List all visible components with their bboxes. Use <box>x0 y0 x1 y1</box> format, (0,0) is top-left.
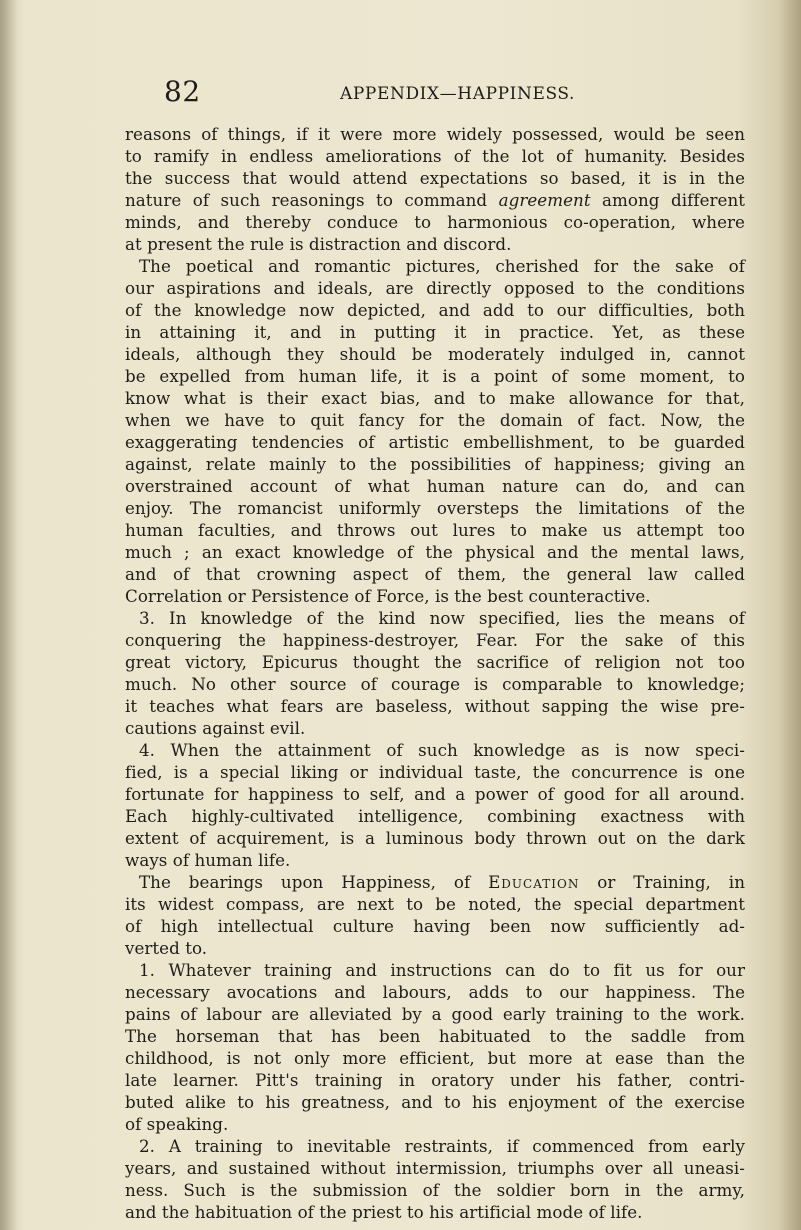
text-line: our aspirations and ideals, are directly opposed to the conditions <box>125 278 745 298</box>
text-line: The horseman that has been habituated to the saddle from <box>125 1026 745 1046</box>
text-line: fortunate for happiness to self, and a power of good for all around. <box>125 784 745 804</box>
text-line: when we have to quit fancy for the domain of fact. Now, the <box>125 410 745 430</box>
text-line: of high intellectual culture having been now sufficiently ad- <box>125 916 745 936</box>
text-line: Each highly-cultivated intelligence, combining exactness with <box>125 806 745 826</box>
page-edge <box>779 0 801 1230</box>
text-line: necessary avocations and labours, adds to our happiness. The <box>125 982 745 1002</box>
text-line: human faculties, and throws out lures to make us attempt too <box>125 520 745 540</box>
text-line: The bearings upon Happiness, of Education or Training, in <box>139 872 745 892</box>
text-line: know what is their exact bias, and to make allowance for that, <box>125 388 745 408</box>
text-line: great victory, Epicurus thought the sacrifice of religion not too <box>125 652 745 672</box>
text-line: 2. A training to inevitable restraints, if commenced from early <box>139 1136 745 1156</box>
text-line: 1. Whatever training and instructions can do to fit us for our <box>139 960 745 980</box>
text-line: be expelled from human life, it is a point of some moment, to <box>125 366 745 386</box>
text-line: to ramify in endless ameliorations of the lot of humanity. Besides <box>125 146 745 166</box>
text-line: it teaches what fears are baseless, without sapping the wise pre- <box>125 696 745 716</box>
text-line: verted to. <box>125 938 208 958</box>
text-line: against, relate mainly to the possibilities of happiness; giving an <box>125 454 745 474</box>
text-line: nature of such reasonings to command agreement among different <box>125 190 746 210</box>
text-line: its widest compass, are next to be noted, the special department <box>125 894 745 914</box>
text-line: in attaining it, and in putting it in practice. Yet, as these <box>125 322 745 342</box>
text-line: The poetical and romantic pictures, cherished for the sake of <box>139 256 745 276</box>
text-line: the success that would attend expectations so based, it is in the <box>125 168 745 188</box>
text-line: exaggerating tendencies of artistic embellishment, to be guarded <box>125 432 745 452</box>
page-number: 82 <box>164 75 201 108</box>
text-line: years, and sustained without intermission, triumphs over all uneasi- <box>125 1158 745 1178</box>
page-header <box>0 74 801 110</box>
text-line: at present the rule is distraction and discord. <box>125 234 512 254</box>
text-line: Correlation or Persistence of Force, is the best counteractive. <box>125 586 651 606</box>
text-line: and the habituation of the priest to his artificial mode of life. <box>125 1202 643 1222</box>
text-line: and of that crowning aspect of them, the general law called <box>125 564 745 584</box>
text-line: cautions against evil. <box>125 718 306 738</box>
text-line: childhood, is not only more efficient, but more at ease than the <box>125 1048 745 1068</box>
text-line: extent of acquirement, is a luminous body thrown out on the dark <box>125 828 745 848</box>
text-line: pains of labour are alleviated by a good early training to the work. <box>125 1004 745 1024</box>
text-line: of speaking. <box>125 1114 229 1134</box>
text-line: minds, and thereby conduce to harmonious co-operation, where <box>125 212 745 232</box>
text-line: fied, is a special liking or individual taste, the concurrence is one <box>125 762 745 782</box>
text-line: late learner. Pitt's training in oratory under his father, contri- <box>125 1070 745 1090</box>
running-head: APPENDIX—HAPPINESS. <box>340 84 576 104</box>
text-line: overstrained account of what human nature can do, and can <box>125 476 745 496</box>
text-line: conquering the happiness-destroyer, Fear. For the sake of this <box>125 630 745 650</box>
text-line: reasons of things, if it were more widely possessed, would be seen <box>125 124 745 144</box>
text-line: of the knowledge now depicted, and add to our difficulties, both <box>125 300 745 320</box>
text-line: 4. When the attainment of such knowledge as is now speci- <box>139 740 745 760</box>
text-line: ways of human life. <box>125 850 291 870</box>
text-line: much. No other source of courage is comparable to knowledge; <box>125 674 745 694</box>
text-line: enjoy. The romancist uniformly oversteps the limitations of the <box>125 498 745 518</box>
text-line: much ; an exact knowledge of the physical and the mental laws, <box>125 542 745 562</box>
body-text <box>125 123 745 1223</box>
text-line: 3. In knowledge of the kind now specified, lies the means of <box>139 608 745 628</box>
text-line: ideals, although they should be moderately indulged in, cannot <box>125 344 745 364</box>
text-line: ness. Such is the submission of the soldier born in the army, <box>125 1180 745 1200</box>
text-line: buted alike to his greatness, and to his enjoyment of the exercise <box>125 1092 745 1112</box>
spine-shadow <box>0 0 18 1230</box>
